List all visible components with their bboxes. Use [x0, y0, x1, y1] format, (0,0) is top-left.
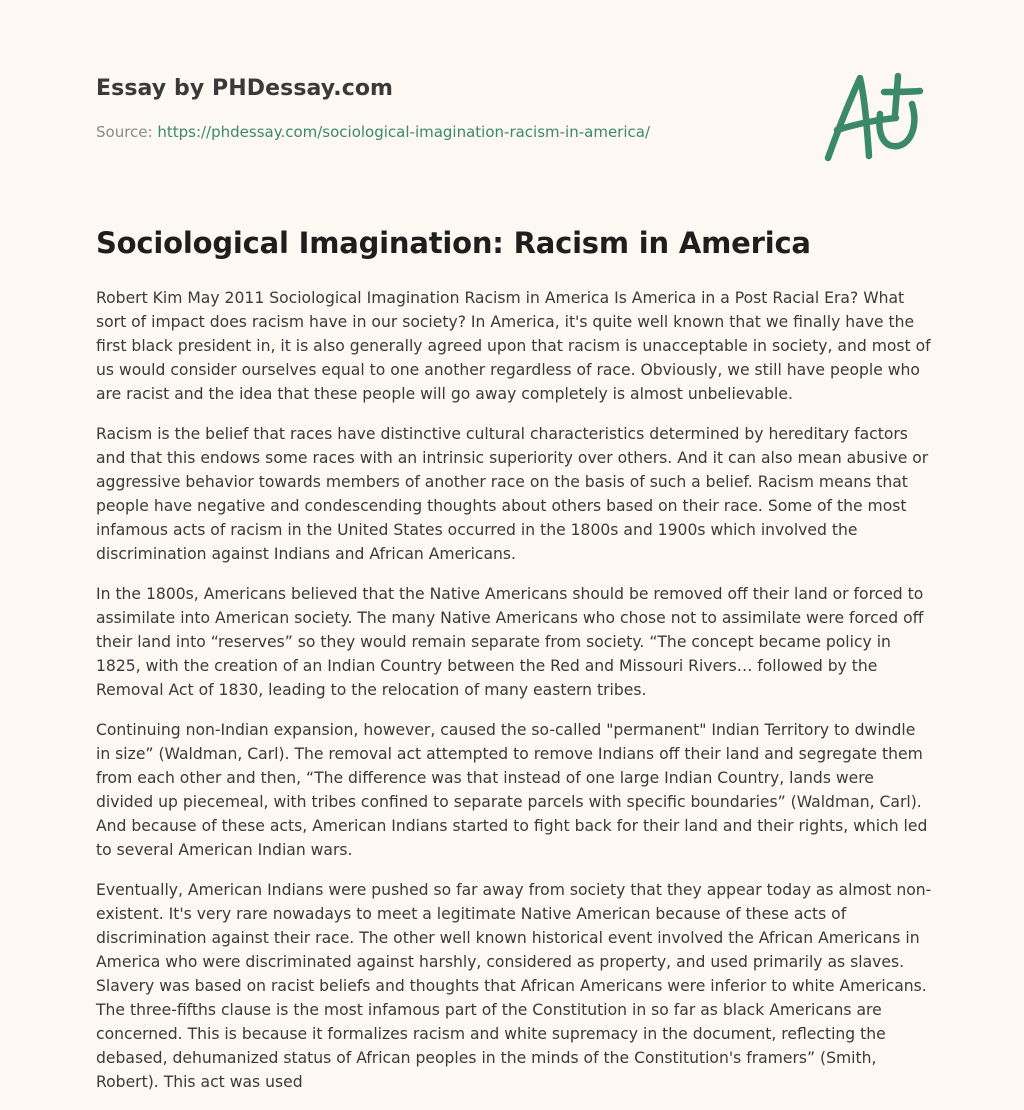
essay-title: Sociological Imagination: Racism in America [96, 226, 811, 260]
essay-paragraph: Continuing non-Indian expansion, however, caused the so-called "permanent" Indian Territory to dwindle in size” (Waldman, Carl). The removal act attempted to remove Indians off their land and segregate them from each other and then, “The difference was that instead of one large Indian Country, lands were divided up piecemeal, with tribes confined to separate parcels with specific boundaries” (Waldman, Carl). And because of these acts, American Indians started to fight back for their land and their rights, which led to several American Indian wars. [96, 721, 928, 859]
site-brand: Essay by PHDessay.com [96, 76, 394, 101]
source-line [96, 123, 650, 141]
essay-paragraph: Eventually, American Indians were pushed so far away from society that they appear today as almost non-existent. It's very rare nowadays to meet a legitimate Native American because of these acts of discrimination against their race. The other well known historical event involved the African Americans in America who were discriminated against harshly, considered as property, and used primarily as slaves. Slavery was based on racist beliefs and thoughts that African Americans were inferior to white Americans. The three-fifths clause is the most infamous part of the Constitution in so far as black Americans are concerned. This is because it formalizes racism and white supremacy in the document, reflecting the debased, dehumanized status of African peoples in the minds of the Constitution's framers” (Smith, Robert). This act was used [96, 881, 932, 1091]
essay-paragraph: Robert Kim May 2011 Sociological Imagination Racism in America Is America in a Post Racial Era? What sort of impact does racism have in our society? In America, it's quite well known that we finally have the first black president in, it is also generally agreed upon that racism is unacceptable in society, and most of us would consider ourselves equal to one another regardless of race. Obviously, we still have people who are racist and the idea that these people will go away completely is almost unbelievable. [96, 289, 931, 403]
a-plus-grade-icon [820, 66, 930, 166]
essay-body [96, 286, 932, 1110]
source-link[interactable]: https://phdessay.com/sociological-imagination-racism-in-america/ [157, 123, 651, 141]
source-label: Source: [96, 123, 158, 141]
essay-paragraph: In the 1800s, Americans believed that the Native Americans should be removed off their land or forced to assimilate into American society. The many Native Americans who chose not to assimilate were forced off their land into “reserves” so they would remain separate from society. “The concept became policy in 1825, with the creation of an Indian Country between the Red and Missouri Rivers… followed by the Removal Act of 1830, leading to the relocation of many eastern tribes. [96, 585, 924, 699]
essay-paragraph: Racism is the belief that races have distinctive cultural characteristics determined by hereditary factors and that this endows some races with an intrinsic superiority over others. And it can also mean abusive or aggressive behavior towards members of another race on the basis of such a belief. Racism means that people have negative and condescending thoughts about others based on their race. Some of the most infamous acts of racism in the United States occurred in the 1800s and 1900s which involved the discrimination against Indians and African Americans. [96, 425, 929, 563]
